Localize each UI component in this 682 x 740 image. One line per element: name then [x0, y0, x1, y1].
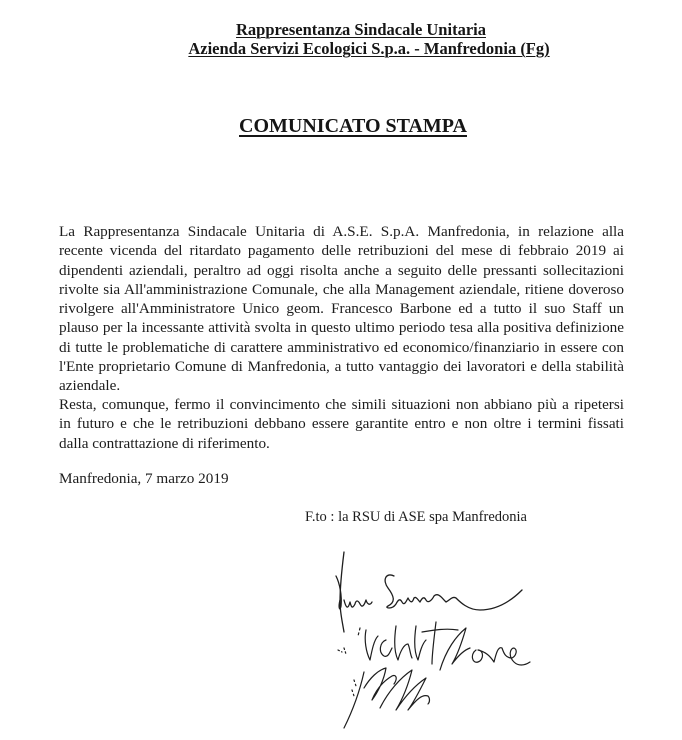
company-name: Azienda Servizi Ecologici S.p.a. - Manfredonia (Fg): [188, 39, 550, 58]
text-line: dipendenti aziendali, peraltro ad oggi risolta anche a seguito delle pressanti sollecitazioni: [59, 261, 624, 279]
signature-caption: F.to : la RSU di ASE spa Manfredonia: [305, 509, 527, 525]
text-line: dalla contrattazione di riferimento.: [59, 434, 270, 452]
place-and-date: Manfredonia, 7 marzo 2019: [59, 470, 229, 487]
handwritten-signature-1-icon: [336, 552, 522, 632]
body-paragraph-1: [59, 222, 624, 396]
text-line: La Rappresentanza Sindacale Unitaria di A.S.E. S.p.A. Manfredonia, in relazione alla: [59, 223, 624, 240]
signatures-block: [300, 540, 540, 740]
text-line: recente vicenda del ritardato pagamento delle retribuzioni del mese di febbraio 2019 ai: [59, 242, 624, 260]
text-line: rivolgere all'Amministratore Unico geom. Francesco Barbone ed a tutto il suo Staff un: [59, 300, 624, 318]
text-line: di tutte le problematiche di carattere amministrativo ed economico/finanziario in essere con: [59, 338, 624, 356]
text-line: rivolte sia All'amministrazione Comunale, che alla Management aziendale, ritiene doveroso: [59, 280, 624, 298]
handwritten-signature-2-icon: [338, 622, 530, 670]
text-line: plauso per la incessante attività svolta in questo ultimo periodo tesa alla positiva definizione: [59, 319, 624, 337]
handwritten-signature-3-icon: [344, 668, 430, 728]
text-line: Resta, comunque, fermo il convincimento che simili situazioni non abbiano più a ripetersi: [59, 396, 624, 413]
text-line: in futuro e che le retribuzioni debbano essere garantite entro e non oltre i termini fissati: [59, 415, 624, 433]
text-line: l'Ente proprietario Comune di Manfredonia, a tutto vantaggio dei lavoratori e della stabilità: [59, 358, 624, 376]
document-title: COMUNICATO STAMPA: [239, 115, 467, 137]
text-line: aziendale.: [59, 377, 121, 395]
organization-name: Rappresentanza Sindacale Unitaria: [236, 20, 486, 39]
body-paragraph-2: [59, 395, 624, 453]
